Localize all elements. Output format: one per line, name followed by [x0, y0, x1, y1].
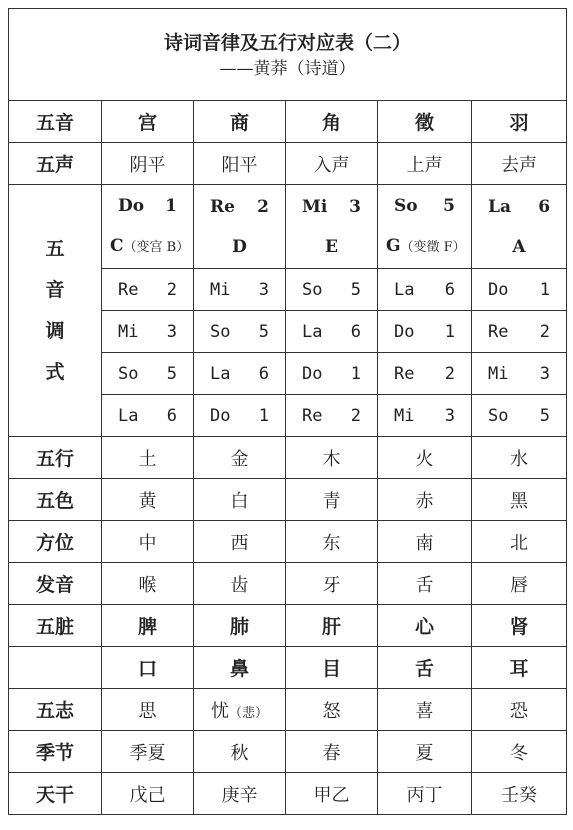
note-name: Mi [488, 363, 509, 384]
wuzang-cell: 脾 [102, 605, 194, 647]
note-remark: （变徵 F） [400, 239, 466, 255]
modes-label-char: 调 [45, 319, 65, 342]
sheng-cell: 入声 [286, 143, 378, 185]
fangwei-cell: 西 [194, 521, 286, 563]
note-name: Do [488, 279, 509, 300]
wuzhi-cell: 怒 [286, 689, 378, 731]
note-name: Mi [394, 405, 415, 426]
mode-cell [286, 395, 378, 437]
note-number: 5 [443, 195, 455, 216]
page-title: 诗词音律及五行对应表（二） [164, 31, 412, 54]
fayin-cell: 齿 [194, 563, 286, 605]
note-number: 1 [444, 321, 455, 342]
note-name: Do [394, 321, 415, 342]
note-name: La [210, 363, 231, 384]
note-number: 6 [444, 279, 455, 300]
row-label-wuzhi: 五志 [9, 689, 102, 731]
row-label-jijie: 季节 [9, 731, 102, 773]
note-number: 1 [258, 405, 269, 426]
row-label-tiangan: 天干 [9, 773, 102, 815]
wuzhi-note: （悲） [228, 705, 268, 721]
row-label-fayin: 发音 [9, 563, 102, 605]
note-name: Do [210, 405, 231, 426]
fangwei-cell: 东 [286, 521, 378, 563]
wuzhi-cell [194, 689, 286, 731]
row-label-fangwei: 方位 [9, 521, 102, 563]
header-shang: 商 [194, 101, 286, 143]
note-letter: E [325, 236, 338, 257]
wuzhi-cell: 喜 [378, 689, 472, 731]
note-name: So [488, 405, 509, 426]
jijie-cell: 季夏 [102, 731, 194, 773]
header-jue: 角 [286, 101, 378, 143]
row-label-wusheng: 五声 [9, 143, 102, 185]
wuguan-cell: 舌 [378, 647, 472, 689]
note-number: 3 [539, 363, 551, 384]
jijie-cell: 春 [286, 731, 378, 773]
mode-cell [102, 353, 194, 395]
note-number: 5 [350, 279, 361, 300]
tiangan-cell: 戊己 [102, 773, 194, 815]
correspondence-table [8, 8, 567, 815]
mode-cell [472, 395, 567, 437]
mode-cell [102, 311, 194, 353]
note-name: Mi [118, 321, 139, 342]
row-label-modes [9, 185, 102, 437]
mode-cell [194, 269, 286, 311]
wuse-cell: 黄 [102, 479, 194, 521]
note-name: Re [118, 279, 139, 300]
wuzang-cell: 心 [378, 605, 472, 647]
note-name: Re [302, 405, 323, 426]
wuzang-cell: 肾 [472, 605, 567, 647]
wuse-cell: 黑 [472, 479, 567, 521]
note-name: Re [488, 321, 509, 342]
note-name: La [118, 405, 139, 426]
note-name: So [118, 363, 139, 384]
mode-cell [194, 353, 286, 395]
row-label-wuzang: 五脏 [9, 605, 102, 647]
modes-label-char: 五 [45, 237, 65, 260]
note-letter: C [110, 235, 124, 256]
note-name: Do [118, 195, 145, 216]
mode-cell [378, 269, 472, 311]
fangwei-cell: 南 [378, 521, 472, 563]
note-number: 3 [166, 321, 177, 342]
note-number: 5 [539, 405, 551, 426]
wuguan-cell: 目 [286, 647, 378, 689]
note-number: 1 [350, 363, 361, 384]
note-name: Re [210, 196, 235, 217]
note-number: 5 [258, 321, 269, 342]
wuse-cell: 青 [286, 479, 378, 521]
wuguan-cell: 口 [102, 647, 194, 689]
modes-label-char: 音 [45, 278, 65, 301]
note-number: 3 [258, 279, 269, 300]
note-number: 2 [539, 321, 551, 342]
mode-cell [472, 269, 567, 311]
mode-cell [378, 395, 472, 437]
fangwei-cell: 中 [102, 521, 194, 563]
note-name: So [394, 195, 418, 216]
mode-cell [378, 311, 472, 353]
header-yu: 羽 [472, 101, 567, 143]
note-name: Mi [302, 196, 328, 217]
note-name: Mi [210, 279, 231, 300]
row-label-empty [9, 647, 102, 689]
note-number: 6 [538, 196, 551, 217]
mode-cell [194, 395, 286, 437]
note-letter: G [386, 235, 401, 256]
wuxing-cell: 土 [102, 437, 194, 479]
note-letter: D [232, 236, 247, 257]
wuxing-cell: 水 [472, 437, 567, 479]
note-name: So [302, 279, 323, 300]
note-remark: （变宫 B） [123, 239, 190, 255]
mode-cell [472, 311, 567, 353]
sheng-cell: 去声 [472, 143, 567, 185]
fayin-cell: 唇 [472, 563, 567, 605]
wuse-cell: 白 [194, 479, 286, 521]
wuzhi-cell: 思 [102, 689, 194, 731]
note-number: 1 [165, 195, 177, 216]
row-label-wuse: 五色 [9, 479, 102, 521]
mode-head-cell [286, 185, 378, 269]
mode-cell [102, 395, 194, 437]
note-name: Do [302, 363, 323, 384]
tiangan-cell: 壬癸 [472, 773, 567, 815]
wuxing-cell: 木 [286, 437, 378, 479]
jijie-cell: 夏 [378, 731, 472, 773]
fayin-cell: 喉 [102, 563, 194, 605]
mode-cell [286, 269, 378, 311]
jijie-cell: 秋 [194, 731, 286, 773]
modes-label-char: 式 [45, 360, 65, 383]
note-number: 3 [349, 196, 361, 217]
mode-head-cell [472, 185, 567, 269]
wuzhi-cell: 恐 [472, 689, 567, 731]
note-name: La [394, 279, 415, 300]
note-number: 6 [258, 363, 269, 384]
header-gong: 宫 [102, 101, 194, 143]
wuzang-cell: 肺 [194, 605, 286, 647]
page-subtitle: ——黄莽（诗道） [219, 58, 356, 79]
wuzang-cell: 肝 [286, 605, 378, 647]
row-label-wuyin: 五音 [9, 101, 102, 143]
wuse-cell: 赤 [378, 479, 472, 521]
mode-head-cell [378, 185, 472, 269]
tiangan-cell: 丙丁 [378, 773, 472, 815]
note-number: 6 [166, 405, 177, 426]
mode-cell [472, 353, 567, 395]
note-number: 1 [539, 279, 551, 300]
tiangan-cell: 庚辛 [194, 773, 286, 815]
sheng-cell: 阳平 [194, 143, 286, 185]
sheng-cell: 阴平 [102, 143, 194, 185]
mode-cell [378, 353, 472, 395]
note-name: Re [394, 363, 415, 384]
note-name: La [302, 321, 323, 342]
note-letter: A [512, 236, 526, 257]
note-number: 2 [444, 363, 455, 384]
mode-cell [286, 311, 378, 353]
wuguan-cell: 耳 [472, 647, 567, 689]
fayin-cell: 牙 [286, 563, 378, 605]
mode-cell [194, 311, 286, 353]
note-number: 3 [444, 405, 455, 426]
title-cell [9, 9, 567, 101]
mode-cell [286, 353, 378, 395]
wuguan-cell: 鼻 [194, 647, 286, 689]
tiangan-cell: 甲乙 [286, 773, 378, 815]
jijie-cell: 冬 [472, 731, 567, 773]
note-name: La [488, 196, 511, 217]
note-name: So [210, 321, 231, 342]
note-number: 2 [166, 279, 177, 300]
wuzhi-value: 忧 [210, 700, 229, 722]
mode-cell [102, 269, 194, 311]
sheng-cell: 上声 [378, 143, 472, 185]
fayin-cell: 舌 [378, 563, 472, 605]
note-number: 2 [257, 196, 269, 217]
note-number: 5 [166, 363, 177, 384]
note-number: 6 [350, 321, 361, 342]
wuxing-cell: 金 [194, 437, 286, 479]
row-label-wuxing: 五行 [9, 437, 102, 479]
mode-head-cell [102, 185, 194, 269]
mode-head-cell [194, 185, 286, 269]
fangwei-cell: 北 [472, 521, 567, 563]
header-zhi: 徵 [378, 101, 472, 143]
note-number: 2 [350, 405, 361, 426]
wuxing-cell: 火 [378, 437, 472, 479]
